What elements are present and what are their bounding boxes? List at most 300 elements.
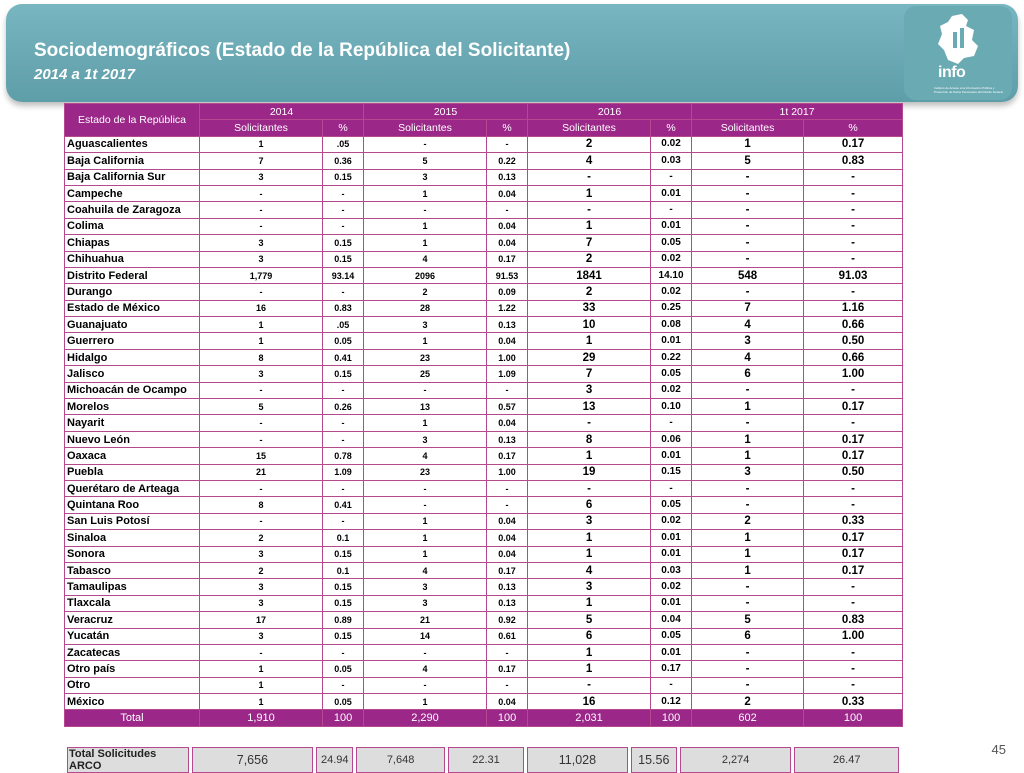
value-cell: .05	[323, 136, 364, 152]
value-cell: 33	[528, 300, 651, 316]
table-body	[65, 136, 903, 710]
value-cell: 1	[528, 333, 651, 349]
value-cell: 0.02	[651, 579, 692, 595]
table-row	[65, 317, 903, 333]
value-cell: 2	[692, 694, 804, 710]
sub-header: Solicitantes	[692, 120, 804, 136]
arco-cell: 7,656	[192, 747, 314, 773]
value-cell: -	[804, 497, 903, 513]
value-cell: 1	[528, 218, 651, 234]
value-cell: 1	[528, 530, 651, 546]
value-cell: 3	[200, 366, 323, 382]
sub-header: %	[323, 120, 364, 136]
value-cell: 0.02	[651, 513, 692, 529]
value-cell: 0.50	[804, 464, 903, 480]
value-cell: 14.10	[651, 267, 692, 283]
value-cell: 4	[528, 153, 651, 169]
value-cell: -	[323, 415, 364, 431]
value-cell: 8	[200, 497, 323, 513]
value-cell: 3	[528, 513, 651, 529]
value-cell: 0.04	[487, 546, 528, 562]
value-cell: -	[528, 415, 651, 431]
value-cell: 1.16	[804, 300, 903, 316]
value-cell: 0.10	[651, 399, 692, 415]
state-name-cell: Campeche	[65, 185, 200, 201]
value-cell: 2096	[364, 267, 487, 283]
table-row	[65, 382, 903, 398]
value-cell: -	[200, 644, 323, 660]
state-name-cell: Guerrero	[65, 333, 200, 349]
value-cell: 2	[692, 513, 804, 529]
value-cell: -	[651, 169, 692, 185]
value-cell: -	[528, 677, 651, 693]
value-cell: 1	[364, 185, 487, 201]
table-row	[65, 431, 903, 447]
state-name-cell: Otro país	[65, 661, 200, 677]
value-cell: 0.05	[323, 333, 364, 349]
value-cell: 3	[200, 546, 323, 562]
state-name-cell: San Luis Potosí	[65, 513, 200, 529]
state-name-cell: Aguascalientes	[65, 136, 200, 152]
value-cell: 0.41	[323, 497, 364, 513]
value-cell: 1.00	[804, 628, 903, 644]
table-row	[65, 349, 903, 365]
value-cell: -	[692, 579, 804, 595]
value-cell: -	[323, 382, 364, 398]
value-cell: -	[804, 644, 903, 660]
table-row	[65, 333, 903, 349]
table-row	[65, 513, 903, 529]
value-cell: 1,779	[200, 267, 323, 283]
value-cell: 14	[364, 628, 487, 644]
year-header-2016: 2016	[528, 104, 692, 120]
value-cell: -	[804, 218, 903, 234]
value-cell: 16	[200, 300, 323, 316]
state-name-cell: Sinaloa	[65, 530, 200, 546]
value-cell: -	[692, 202, 804, 218]
value-cell: -	[804, 677, 903, 693]
value-cell: 0.15	[323, 579, 364, 595]
arco-total-row	[67, 747, 899, 773]
value-cell: 1	[528, 185, 651, 201]
value-cell: -	[804, 169, 903, 185]
arco-total-label: Total Solicitudes ARCO	[67, 747, 189, 773]
value-cell: 3	[200, 579, 323, 595]
value-cell: -	[528, 480, 651, 496]
state-name-cell: Michoacán de Ocampo	[65, 382, 200, 398]
value-cell: 1	[528, 595, 651, 611]
value-cell: 0.15	[651, 464, 692, 480]
value-cell: 4	[692, 349, 804, 365]
value-cell: 1	[200, 333, 323, 349]
value-cell: 1	[200, 136, 323, 152]
value-cell: -	[528, 169, 651, 185]
value-cell: 1	[364, 415, 487, 431]
value-cell: 0.01	[651, 448, 692, 464]
arco-cell: 2,274	[680, 747, 792, 773]
value-cell: 3	[364, 579, 487, 595]
table-row	[65, 415, 903, 431]
value-cell: 13	[528, 399, 651, 415]
value-cell: 0.01	[651, 530, 692, 546]
table-row	[65, 399, 903, 415]
value-cell: -	[804, 284, 903, 300]
value-cell: 0.12	[651, 694, 692, 710]
value-cell: 0.92	[487, 612, 528, 628]
value-cell: -	[200, 218, 323, 234]
value-cell: 3	[364, 317, 487, 333]
value-cell: .05	[323, 317, 364, 333]
value-cell: 0.04	[487, 218, 528, 234]
value-cell: 25	[364, 366, 487, 382]
value-cell: 1	[692, 431, 804, 447]
value-cell: -	[200, 431, 323, 447]
value-cell: 0.15	[323, 546, 364, 562]
value-cell: 0.02	[651, 382, 692, 398]
value-cell: -	[200, 382, 323, 398]
value-cell: 1.22	[487, 300, 528, 316]
value-cell: 13	[364, 399, 487, 415]
year-header-2015: 2015	[364, 104, 528, 120]
value-cell: 1	[200, 694, 323, 710]
value-cell: -	[692, 677, 804, 693]
table-row	[65, 579, 903, 595]
value-cell: 1.09	[323, 464, 364, 480]
state-name-cell: Nayarit	[65, 415, 200, 431]
value-cell: -	[323, 677, 364, 693]
value-cell: -	[364, 382, 487, 398]
value-cell: 1	[364, 530, 487, 546]
state-name-cell: Nuevo León	[65, 431, 200, 447]
value-cell: 0.57	[487, 399, 528, 415]
value-cell: -	[651, 202, 692, 218]
value-cell: -	[692, 235, 804, 251]
value-cell: 0.50	[804, 333, 903, 349]
value-cell: -	[200, 480, 323, 496]
sub-header: %	[651, 120, 692, 136]
table-row	[65, 612, 903, 628]
value-cell: 7	[528, 366, 651, 382]
value-cell: -	[487, 480, 528, 496]
value-cell: 0.13	[487, 169, 528, 185]
value-cell: -	[692, 251, 804, 267]
value-cell: -	[804, 235, 903, 251]
value-cell: 0.01	[651, 546, 692, 562]
value-cell: 1.00	[804, 366, 903, 382]
value-cell: -	[364, 202, 487, 218]
value-cell: -	[364, 136, 487, 152]
table-row	[65, 251, 903, 267]
state-name-cell: Guanajuato	[65, 317, 200, 333]
value-cell: 0.05	[651, 235, 692, 251]
value-cell: 1	[692, 448, 804, 464]
value-cell: -	[323, 185, 364, 201]
total-label: Total	[65, 710, 200, 726]
arco-cell: 7,648	[356, 747, 444, 773]
slide-title: Sociodemográficos (Estado de la República del Solicitante)	[34, 40, 571, 61]
value-cell: 6	[692, 366, 804, 382]
value-cell: 29	[528, 349, 651, 365]
value-cell: 0.83	[323, 300, 364, 316]
value-cell: -	[200, 185, 323, 201]
value-cell: -	[200, 415, 323, 431]
table-row	[65, 153, 903, 169]
arco-cell: 22.31	[448, 747, 524, 773]
value-cell: 7	[528, 235, 651, 251]
value-cell: 1	[692, 530, 804, 546]
value-cell: 0.15	[323, 169, 364, 185]
value-cell: 0.25	[651, 300, 692, 316]
table-row	[65, 366, 903, 382]
value-cell: 1	[364, 694, 487, 710]
value-cell: 0.04	[487, 415, 528, 431]
value-cell: 19	[528, 464, 651, 480]
value-cell: 0.04	[487, 235, 528, 251]
state-name-cell: Tlaxcala	[65, 595, 200, 611]
value-cell: 15	[200, 448, 323, 464]
value-cell: 2	[528, 284, 651, 300]
state-name-cell: Estado de México	[65, 300, 200, 316]
value-cell: 1	[528, 644, 651, 660]
value-cell: 0.04	[487, 333, 528, 349]
table-row	[65, 562, 903, 578]
value-cell: -	[804, 202, 903, 218]
requests-by-state-table	[64, 103, 903, 727]
state-name-cell: Tamaulipas	[65, 579, 200, 595]
value-cell: -	[487, 202, 528, 218]
value-cell: -	[804, 185, 903, 201]
value-cell: 4	[364, 251, 487, 267]
value-cell: 4	[364, 562, 487, 578]
value-cell: 0.02	[651, 136, 692, 152]
sub-header: Solicitantes	[528, 120, 651, 136]
value-cell: 7	[692, 300, 804, 316]
state-name-cell: Quintana Roo	[65, 497, 200, 513]
value-cell: 1	[692, 562, 804, 578]
table-row	[65, 497, 903, 513]
total-cell: 100	[651, 710, 692, 726]
value-cell: 5	[692, 612, 804, 628]
value-cell: -	[692, 284, 804, 300]
value-cell: 4	[364, 661, 487, 677]
table-row	[65, 267, 903, 283]
state-name-cell: Sonora	[65, 546, 200, 562]
value-cell: 0.01	[651, 185, 692, 201]
value-cell: -	[651, 415, 692, 431]
value-cell: 0.15	[323, 628, 364, 644]
state-name-cell: Veracruz	[65, 612, 200, 628]
table-row	[65, 464, 903, 480]
sub-header: Solicitantes	[200, 120, 323, 136]
value-cell: 0.04	[487, 185, 528, 201]
value-cell: 2	[528, 136, 651, 152]
total-cell: 2,290	[364, 710, 487, 726]
value-cell: 3	[528, 382, 651, 398]
value-cell: 0.01	[651, 644, 692, 660]
table-row	[65, 661, 903, 677]
value-cell: 0.36	[323, 153, 364, 169]
value-cell: 1	[364, 218, 487, 234]
value-cell: 7	[200, 153, 323, 169]
value-cell: 2	[200, 530, 323, 546]
value-cell: 0.17	[804, 562, 903, 578]
state-name-cell: Zacatecas	[65, 644, 200, 660]
total-cell: 100	[323, 710, 364, 726]
table-row	[65, 218, 903, 234]
value-cell: 0.03	[651, 562, 692, 578]
value-cell: 0.04	[487, 694, 528, 710]
value-cell: 4	[364, 448, 487, 464]
value-cell: 3	[692, 464, 804, 480]
value-cell: 1841	[528, 267, 651, 283]
value-cell: -	[692, 169, 804, 185]
value-cell: -	[323, 218, 364, 234]
value-cell: 0.61	[487, 628, 528, 644]
value-cell: -	[692, 218, 804, 234]
value-cell: 0.83	[804, 153, 903, 169]
value-cell: 3	[364, 431, 487, 447]
value-cell: -	[364, 497, 487, 513]
value-cell: 0.15	[323, 366, 364, 382]
logo-wordmark: info	[938, 64, 966, 81]
mexico-city-map-icon	[934, 12, 984, 72]
value-cell: -	[692, 497, 804, 513]
value-cell: 0.13	[487, 579, 528, 595]
value-cell: 0.04	[651, 612, 692, 628]
value-cell: 0.05	[651, 497, 692, 513]
value-cell: 0.17	[804, 399, 903, 415]
value-cell: 23	[364, 349, 487, 365]
value-cell: -	[804, 595, 903, 611]
table-row	[65, 694, 903, 710]
value-cell: 0.15	[323, 235, 364, 251]
value-cell: 0.13	[487, 317, 528, 333]
value-cell: 17	[200, 612, 323, 628]
value-cell: 8	[528, 431, 651, 447]
table-row	[65, 235, 903, 251]
state-name-cell: Yucatán	[65, 628, 200, 644]
value-cell: 1	[692, 399, 804, 415]
value-cell: 1	[200, 661, 323, 677]
value-cell: 0.04	[487, 513, 528, 529]
year-header-row	[65, 104, 903, 120]
year-header-2014: 2014	[200, 104, 364, 120]
value-cell: 1	[364, 235, 487, 251]
value-cell: 0.83	[804, 612, 903, 628]
value-cell: 0.09	[487, 284, 528, 300]
value-cell: 3	[200, 169, 323, 185]
arco-total-table	[64, 747, 902, 773]
value-cell: 0.17	[804, 546, 903, 562]
value-cell: 0.66	[804, 317, 903, 333]
table-row	[65, 595, 903, 611]
total-cell: 100	[804, 710, 903, 726]
info-logo	[904, 6, 1012, 100]
table-row	[65, 546, 903, 562]
total-cell: 602	[692, 710, 804, 726]
value-cell: 3	[200, 628, 323, 644]
state-column-header: Estado de la República	[65, 104, 200, 137]
value-cell: -	[692, 415, 804, 431]
value-cell: -	[487, 136, 528, 152]
state-name-cell: Oaxaca	[65, 448, 200, 464]
value-cell: 5	[528, 612, 651, 628]
value-cell: 0.05	[651, 366, 692, 382]
state-name-cell: Distrito Federal	[65, 267, 200, 283]
value-cell: 0.17	[804, 530, 903, 546]
state-name-cell: Tabasco	[65, 562, 200, 578]
value-cell: 6	[528, 628, 651, 644]
value-cell: -	[804, 251, 903, 267]
value-cell: 6	[528, 497, 651, 513]
arco-cell: 24.94	[316, 747, 353, 773]
arco-cell: 26.47	[794, 747, 899, 773]
value-cell: 91.53	[487, 267, 528, 283]
state-name-cell: Chihuahua	[65, 251, 200, 267]
slide-header	[6, 4, 1018, 102]
value-cell: 2	[200, 562, 323, 578]
value-cell: 0.1	[323, 530, 364, 546]
value-cell: 0.17	[804, 431, 903, 447]
value-cell: -	[487, 382, 528, 398]
value-cell: 28	[364, 300, 487, 316]
table-row	[65, 677, 903, 693]
value-cell: 0.17	[487, 661, 528, 677]
value-cell: 5	[692, 153, 804, 169]
value-cell: -	[692, 382, 804, 398]
value-cell: -	[323, 202, 364, 218]
value-cell: 0.08	[651, 317, 692, 333]
state-name-cell: Otro	[65, 677, 200, 693]
value-cell: -	[804, 480, 903, 496]
value-cell: 0.04	[487, 530, 528, 546]
year-header-1t-2017: 1t 2017	[692, 104, 903, 120]
value-cell: -	[528, 202, 651, 218]
value-cell: 1	[692, 136, 804, 152]
value-cell: 3	[200, 251, 323, 267]
value-cell: 0.41	[323, 349, 364, 365]
value-cell: 0.01	[651, 595, 692, 611]
value-cell: 0.03	[651, 153, 692, 169]
value-cell: -	[200, 284, 323, 300]
value-cell: 93.14	[323, 267, 364, 283]
value-cell: 1	[364, 333, 487, 349]
value-cell: 10	[528, 317, 651, 333]
total-row	[65, 710, 903, 726]
value-cell: 0.17	[804, 136, 903, 152]
value-cell: 4	[692, 317, 804, 333]
table-row	[65, 448, 903, 464]
value-cell: -	[487, 644, 528, 660]
value-cell: 5	[364, 153, 487, 169]
value-cell: 0.33	[804, 694, 903, 710]
value-cell: 0.01	[651, 333, 692, 349]
state-name-cell: México	[65, 694, 200, 710]
value-cell: 0.05	[323, 694, 364, 710]
value-cell: 0.15	[323, 251, 364, 267]
value-cell: 3	[200, 235, 323, 251]
value-cell: -	[200, 513, 323, 529]
state-name-cell: Coahuila de Zaragoza	[65, 202, 200, 218]
value-cell: -	[692, 661, 804, 677]
value-cell: -	[804, 579, 903, 595]
table-row	[65, 644, 903, 660]
value-cell: 1.00	[487, 464, 528, 480]
table-row	[65, 284, 903, 300]
value-cell: 0.17	[804, 448, 903, 464]
value-cell: 0.89	[323, 612, 364, 628]
value-cell: 0.13	[487, 431, 528, 447]
